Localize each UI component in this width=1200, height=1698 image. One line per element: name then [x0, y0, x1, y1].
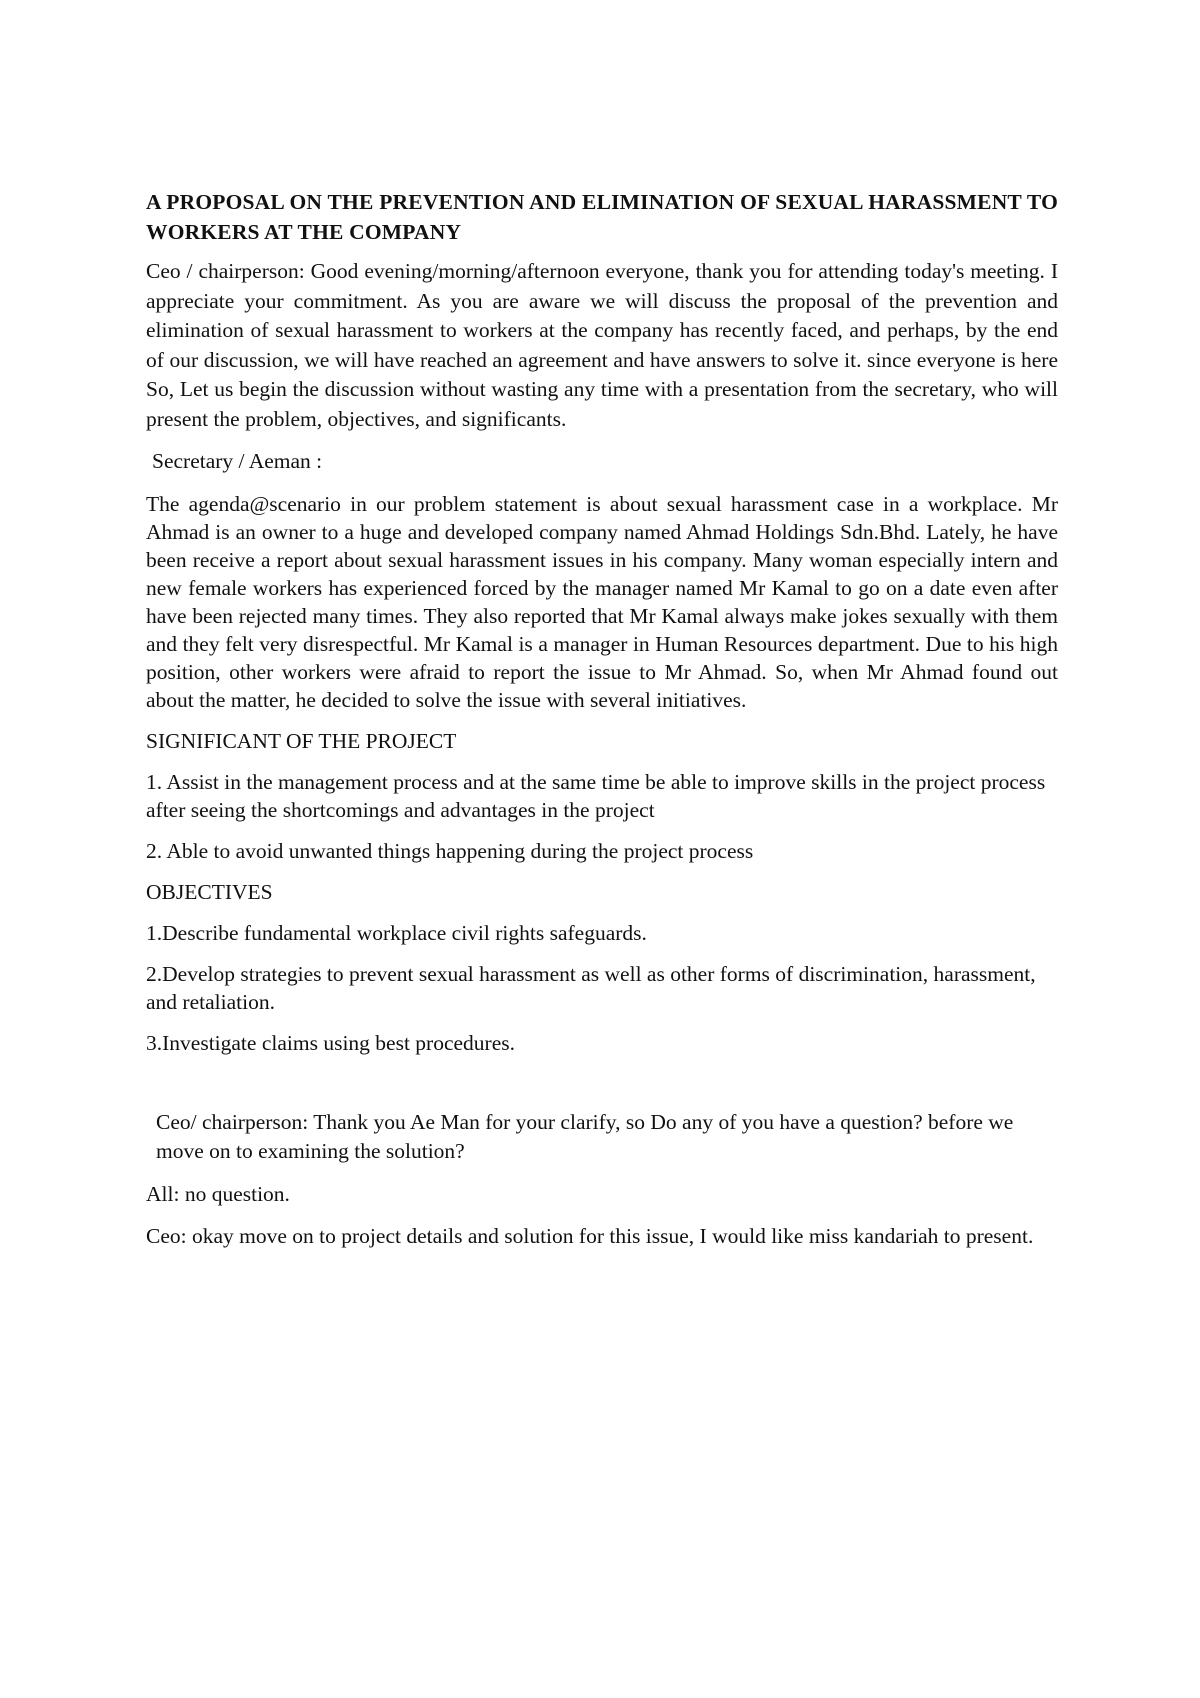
objective-item: 2.Develop strategies to prevent sexual harassment as well as other forms of discrimination, harassment, and retaliation. [146, 961, 1036, 1014]
objective-item: 3.Investigate claims using best procedures. [146, 1030, 515, 1055]
document-body [146, 188, 1058, 1265]
significant-heading: SIGNIFICANT OF THE PROJECT [146, 728, 457, 753]
objective-item: 1.Describe fundamental workplace civil rights safeguards. [146, 920, 647, 945]
objectives-heading: OBJECTIVES [146, 879, 273, 904]
all-response: All: no question. [146, 1181, 290, 1206]
agenda-paragraph: The agenda@scenario in our problem statement is about sexual harassment case in a workplace. Mr Ahmad is an owner to a huge and developed company named Ahmad Holdings Sdn.Bhd. Lately, he have been receive a report about sexual harassment issues in his company. Many woman especially intern and new female workers has experienced forced by the manager named Mr Kamal to go on a date even after have been rejected many times. They also reported that Mr Kamal always make jokes sexually with them and they felt very disrespectful. Mr Kamal is a manager in Human Resources department. Due to his high position, other workers were afraid to report the issue to Mr Ahmad. So, when Mr Ahmad found out about the matter, he decided to solve the issue with several initiatives. [146, 491, 1058, 712]
spacer [146, 1070, 1058, 1108]
ceo-intro-paragraph: Ceo / chairperson: Good evening/morning/afternoon everyone, thank you for attending today's meeting. I appreciate your commitment. As you are aware we will discuss the proposal of the prevention and elimination of sexual harassment to workers at the company has recently faced, and perhaps, by the end of our discussion, we will have reached an agreement and have answers to solve it. since everyone is here So, Let us begin the discussion without wasting any time with a presentation from the secretary, who will present the problem, objectives, and significants. [146, 259, 1058, 431]
ceo-closing-paragraph: Ceo: okay move on to project details and solution for this issue, I would like miss kandariah to present. [146, 1224, 1034, 1248]
document-title: A PROPOSAL ON THE PREVENTION AND ELIMINATION OF SEXUAL HARASSMENT TO WORKERS AT THE COMPANY [146, 190, 1058, 244]
significant-item: 1. Assist in the management process and at the same time be able to improve skills in the project process after seeing the shortcomings and advantages in the project [146, 769, 1046, 822]
significant-item: 2. Able to avoid unwanted things happening during the project process [146, 838, 754, 863]
secretary-label: Secretary / Aeman : [152, 449, 323, 473]
ceo-question-paragraph: Ceo/ chairperson: Thank you Ae Man for your clarify, so Do any of you have a question? before we move on to examining the solution? [156, 1109, 1014, 1163]
